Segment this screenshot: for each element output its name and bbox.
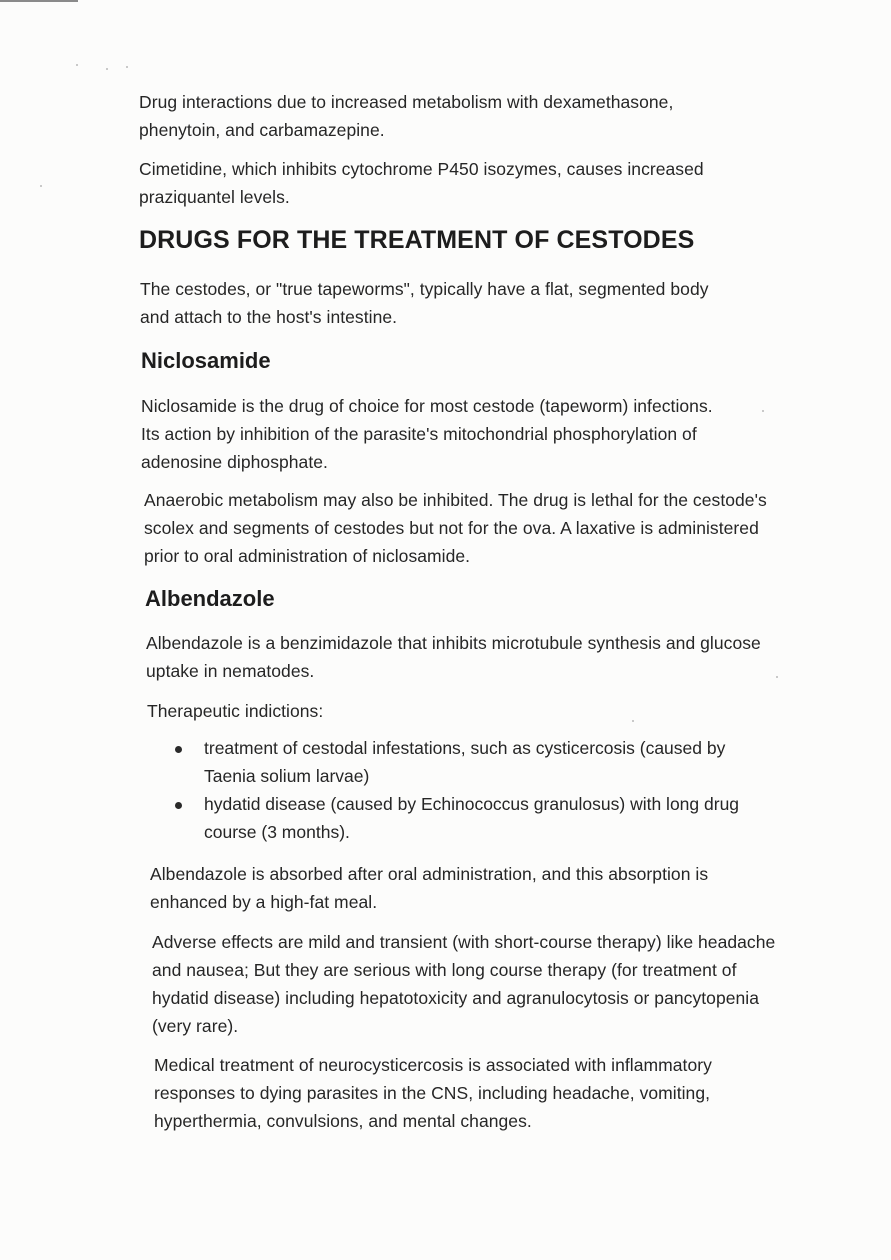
paragraph-neurocysticercosis: Medical treatment of neurocysticercosis is associated with inflammatory responses to dying parasites in the CNS, including headache, vomiting, hyperthermia, convulsions, and mental changes. xyxy=(154,1055,712,1131)
subheading-albendazole: Albendazole xyxy=(145,586,275,611)
scan-edge-mark xyxy=(0,0,78,2)
scan-speck xyxy=(126,66,128,68)
scan-speck xyxy=(76,64,78,66)
list-item: treatment of cestodal infestations, such as cysticercosis (caused by Taenia solium larvae) xyxy=(170,734,770,790)
paragraph-albendazole-absorption: Albendazole is absorbed after oral administration, and this absorption is enhanced by a high-fat meal. xyxy=(150,864,709,912)
subheading-niclosamide: Niclosamide xyxy=(141,348,271,373)
section-title-cestodes: DRUGS FOR THE TREATMENT OF CESTODES xyxy=(139,226,695,254)
scan-speck xyxy=(762,410,764,412)
paragraph-therapeutic-indications: Therapeutic indictions: xyxy=(147,701,324,721)
paragraph-cestodes-intro: The cestodes, or "true tapeworms", typically have a flat, segmented body and attach to the host's intestine. xyxy=(140,279,709,327)
scan-speck xyxy=(40,185,42,187)
paragraph-adverse-effects: Adverse effects are mild and transient (with short-course therapy) like headache and nausea; But they are serious with long course therapy (for treatment of hydatid disease) including hepatotoxicity and agranulocytosis or pancytopenia (very rare). xyxy=(152,932,776,1036)
paragraph-niclosamide-metabolism: Anaerobic metabolism may also be inhibited. The drug is lethal for the cestode's scolex and segments of cestodes but not for the ova. A laxative is administered prior to oral administration of niclosamide. xyxy=(144,490,767,566)
paragraph-niclosamide-action: Niclosamide is the drug of choice for most cestode (tapeworm) infections. Its action by inhibition of the parasite's mitochondrial phosphorylation of adenosine diphosphate. xyxy=(141,396,713,472)
scan-speck xyxy=(776,676,778,678)
indications-list xyxy=(170,734,770,846)
paragraph-albendazole-mechanism: Albendazole is a benzimidazole that inhibits microtubule synthesis and glucose uptake in nematodes. xyxy=(146,633,761,681)
paragraph-drug-interactions: Drug interactions due to increased metabolism with dexamethasone, phenytoin, and carbamazepine. xyxy=(139,92,674,140)
scan-speck xyxy=(106,68,108,70)
list-item: hydatid disease (caused by Echinococcus granulosus) with long drug course (3 months). xyxy=(170,790,770,846)
paragraph-cimetidine: Cimetidine, which inhibits cytochrome P450 isozymes, causes increased praziquantel levels. xyxy=(139,159,704,207)
